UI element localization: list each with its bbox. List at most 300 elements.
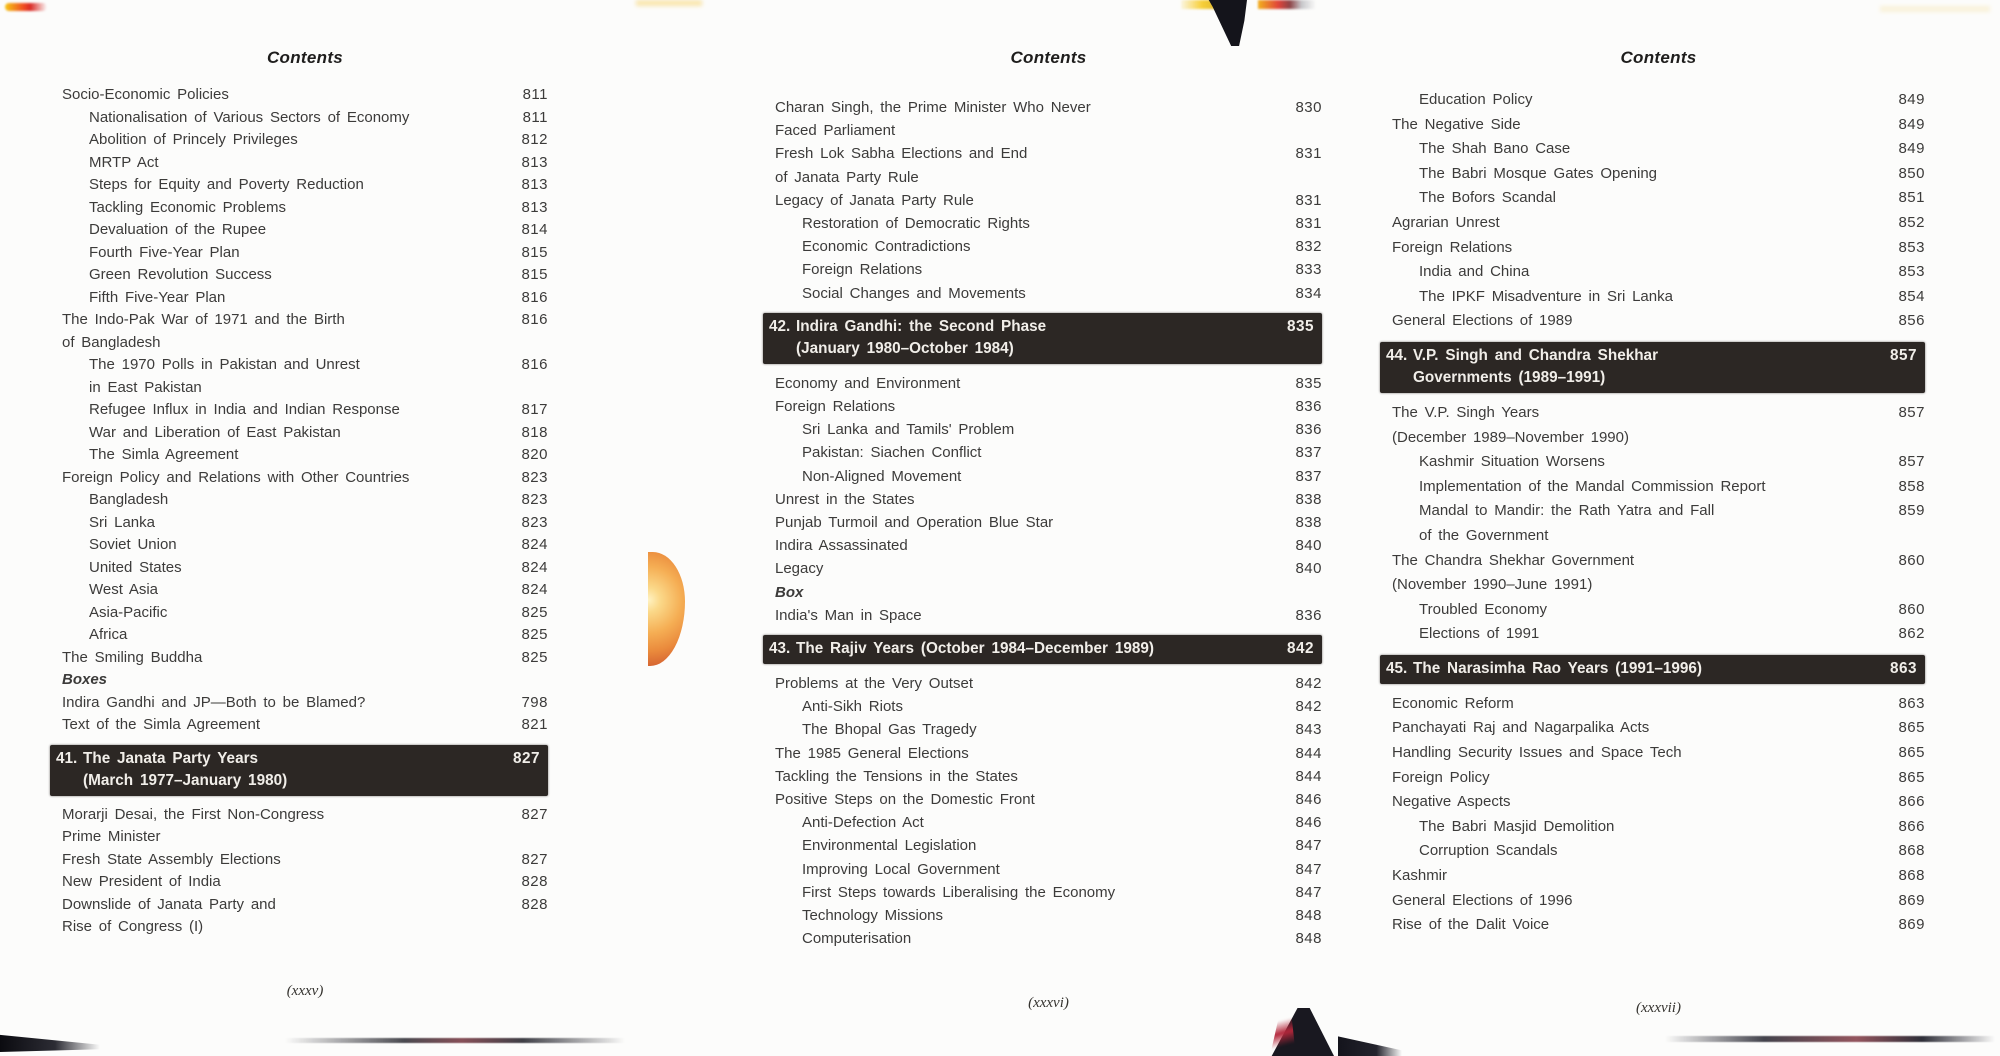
entry-title: Elections of 1991	[1419, 625, 1540, 643]
entry-title: Computerisation	[802, 930, 912, 948]
entry-title-line2: of the Government	[1419, 526, 1549, 544]
toc-entry	[1392, 113, 1925, 138]
entry-page-number: 831	[1295, 191, 1322, 209]
entry-title: New President of India	[62, 873, 221, 890]
toc-entry-continuation	[775, 166, 1322, 189]
toc-entry-continuation	[62, 377, 548, 400]
entry-page-number: 856	[1898, 312, 1925, 330]
toc-entry	[62, 692, 548, 715]
entry-page-number: 866	[1898, 817, 1925, 835]
entry-page-number: 827	[521, 805, 548, 823]
entry-title: The 1985 General Elections	[775, 744, 969, 762]
scan-cover-black-wedge	[1181, 0, 1247, 46]
entry-page-number: 860	[1898, 551, 1925, 569]
toc-entry	[1392, 211, 1925, 236]
entry-page-number: 847	[1295, 860, 1322, 878]
page-title: Contents	[1620, 48, 1697, 67]
entry-title: Troubled Economy	[1419, 600, 1547, 618]
entry-page-number: 813	[521, 198, 548, 216]
toc-entry	[775, 511, 1322, 534]
toc-entry	[62, 714, 548, 737]
entry-page-number: 859	[1898, 502, 1925, 520]
toc-entry	[775, 834, 1322, 857]
entry-title: Steps for Equity and Poverty Reduction	[89, 176, 364, 193]
chapter-title-line: (March 1977–January 1980)	[83, 771, 288, 789]
entry-page-number: 832	[1295, 238, 1322, 256]
entry-title: Devaluation of the Rupee	[89, 221, 267, 238]
toc-entry	[62, 287, 548, 310]
entry-page-number: 849	[1898, 140, 1925, 158]
entry-page-number: 836	[1295, 421, 1322, 439]
entry-title: Improving Local Government	[802, 860, 1000, 878]
entry-title: The Smiling Buddha	[62, 648, 203, 666]
scan-cover-yellow-streak	[1181, 0, 1233, 9]
toc-entry	[62, 107, 548, 130]
toc-entry	[775, 142, 1322, 165]
toc-entry	[775, 258, 1322, 281]
entry-title: Charan Singh, the Prime Minister Who Never	[775, 99, 1091, 116]
entry-page-number: 847	[1295, 883, 1322, 901]
toc-box-heading	[62, 669, 548, 692]
toc-entry	[775, 534, 1322, 557]
entry-page-number: 812	[521, 131, 548, 148]
toc-box-heading	[775, 581, 1322, 604]
entry-page-number: 860	[1898, 600, 1925, 618]
entry-title: Foreign Relations	[802, 261, 923, 279]
entry-page-number: 848	[1295, 930, 1322, 948]
chapter-page-number: 863	[1889, 659, 1917, 677]
entry-page-number: 838	[1295, 490, 1322, 508]
entry-title: Agrarian Unrest	[1392, 213, 1500, 231]
entry-page-number: 811	[522, 86, 548, 103]
entry-page-number: 844	[1295, 744, 1322, 762]
entry-page-number: 849	[1898, 91, 1925, 108]
toc-entry	[62, 512, 548, 535]
toc-entry	[1392, 766, 1925, 791]
entry-page-number: 818	[521, 423, 548, 441]
entry-title: Kashmir Situation Worsens	[1419, 453, 1605, 471]
toc-entry	[775, 418, 1322, 441]
entry-title: Non-Aligned Movement	[802, 467, 962, 485]
entry-page-number: 813	[521, 176, 548, 193]
entry-page-number: 849	[1898, 115, 1925, 133]
entry-page-number: 863	[1898, 694, 1925, 712]
toc-entry	[62, 602, 548, 625]
toc-entries	[1386, 88, 1925, 938]
toc-entry	[1392, 401, 1925, 426]
toc-entry	[1392, 622, 1925, 647]
toc-entry	[775, 904, 1322, 927]
toc-entry	[62, 242, 548, 265]
entry-page-number: 825	[521, 648, 548, 666]
entry-title: Handling Security Issues and Space Tech	[1392, 744, 1682, 762]
entry-title: The Negative Side	[1392, 115, 1521, 133]
entry-title: United States	[89, 558, 182, 576]
toc-entry	[775, 212, 1322, 235]
entry-page-number: 820	[521, 446, 548, 463]
entry-title: Text of the Simla Agreement	[62, 716, 260, 733]
entry-page-number: 854	[1898, 287, 1925, 305]
entry-page-number: 814	[521, 221, 548, 238]
entry-title: Fresh Lok Sabha Elections and End	[775, 145, 1028, 163]
entry-title: Implementation of the Mandal Commission Report	[1419, 477, 1766, 495]
chapter-title	[1413, 345, 1875, 389]
entry-page-number: 866	[1898, 793, 1925, 811]
entry-title: Negative Aspects	[1392, 793, 1511, 811]
entry-page-number: 815	[521, 243, 548, 261]
entry-title: Legacy	[775, 560, 824, 578]
toc-entry	[1392, 260, 1925, 285]
entry-page-number: 869	[1898, 891, 1925, 909]
toc-entry	[1392, 549, 1925, 574]
toc-entry	[1392, 186, 1925, 211]
entry-page-number: 857	[1898, 403, 1925, 421]
toc-entry	[775, 927, 1322, 950]
entry-page-number: 823	[521, 491, 548, 508]
entry-title: Soviet Union	[89, 536, 177, 553]
entry-title: The Chandra Shekhar Government	[1392, 551, 1635, 569]
entry-page-number: 828	[521, 895, 548, 913]
toc-entry	[1392, 137, 1925, 162]
entry-page-number: 823	[521, 513, 548, 531]
chapter-title-line: V.P. Singh and Chandra Shekhar	[1413, 346, 1659, 364]
entry-title: Legacy of Janata Party Rule	[775, 191, 974, 209]
chapter-number: 44.	[1386, 346, 1408, 364]
toc-page	[1386, 48, 1925, 1048]
entry-title: The Indo-Pak War of 1971 and the Birth	[62, 311, 345, 328]
entry-page-number: 846	[1295, 814, 1322, 832]
entry-title: Indira Gandhi and JP—Both to be Blamed?	[62, 693, 366, 711]
entry-title: (November 1990–June 1991)	[1392, 576, 1593, 594]
toc-entry	[1392, 499, 1925, 524]
entry-title: Economic Reform	[1392, 694, 1514, 712]
chapter-page-number: 857	[1889, 346, 1917, 364]
chapter-number: 45.	[1386, 659, 1408, 677]
entry-page-number: 865	[1898, 744, 1925, 762]
entry-title: Foreign Relations	[775, 398, 896, 416]
entry-page-number: 851	[1898, 189, 1925, 207]
toc-page	[56, 48, 548, 1048]
entry-title: Asia-Pacific	[89, 603, 168, 621]
entry-title-line2: of Janata Party Rule	[775, 168, 919, 186]
entry-page-number: 837	[1295, 444, 1322, 462]
entry-page-number: 847	[1295, 837, 1322, 855]
entry-title: Nationalisation of Various Sectors of Economy	[89, 108, 410, 126]
entry-title: The Bhopal Gas Tragedy	[802, 721, 977, 739]
toc-entry	[1392, 889, 1925, 914]
toc-entry	[775, 96, 1322, 119]
entry-title: Positive Steps on the Domestic Front	[775, 791, 1035, 809]
entry-page-number: 840	[1295, 537, 1322, 555]
entry-title: Restoration of Democratic Rights	[802, 215, 1030, 233]
toc-entry	[62, 309, 548, 332]
toc-entries	[56, 84, 548, 939]
entry-title: Bangladesh	[89, 491, 169, 508]
toc-entry	[775, 557, 1322, 580]
toc-entry	[1392, 839, 1925, 864]
entry-title: Kashmir	[1392, 867, 1448, 885]
toc-entry	[1392, 790, 1925, 815]
toc-entry	[62, 489, 548, 512]
entry-page-number: 824	[521, 536, 548, 553]
entry-page-number: 846	[1295, 791, 1322, 809]
entry-page-number: 869	[1898, 916, 1925, 934]
entry-title: Education Policy	[1419, 91, 1533, 108]
entry-page-number: 825	[521, 603, 548, 621]
toc-entry	[1392, 162, 1925, 187]
chapter-number: 41.	[56, 749, 78, 767]
entry-page-number: 853	[1898, 238, 1925, 256]
chapter-page-number: 842	[1286, 640, 1314, 658]
toc-entry	[775, 858, 1322, 881]
chapter-title-line: The Narasimha Rao Years (1991–1996)	[1413, 659, 1703, 677]
toc-entry	[62, 804, 548, 827]
toc-entry	[62, 579, 548, 602]
scan-smudge-top-right	[1880, 6, 1990, 12]
chapter-title-line: The Rajiv Years (October 1984–December 1989)	[796, 640, 1154, 658]
entry-title: India's Man in Space	[775, 606, 922, 624]
chapter-page-number: 835	[1286, 317, 1314, 335]
toc-entry	[62, 354, 548, 377]
entry-title: Corruption Scandals	[1419, 842, 1558, 860]
entry-page-number: 844	[1295, 767, 1322, 785]
toc-entry	[62, 152, 548, 175]
entry-page-number: 824	[521, 558, 548, 576]
toc-entry	[1392, 475, 1925, 500]
entry-title: The Babri Mosque Gates Opening	[1419, 164, 1658, 182]
entry-page-number: 824	[521, 581, 548, 598]
toc-entry	[62, 467, 548, 490]
toc-entry	[775, 465, 1322, 488]
toc-entry	[775, 718, 1322, 741]
entry-page-number: 848	[1295, 907, 1322, 925]
entry-title: Indira Assassinated	[775, 537, 908, 555]
entry-title: Refugee Influx in India and Indian Response	[89, 401, 400, 418]
page-title: Contents	[1010, 48, 1087, 67]
entry-title: Anti-Sikh Riots	[802, 698, 903, 716]
toc-entry	[62, 557, 548, 580]
entry-title: Socio-Economic Policies	[62, 86, 229, 103]
toc-entry	[1392, 741, 1925, 766]
entry-title: Morarji Desai, the First Non-Congress	[62, 805, 325, 823]
entry-title: The Babri Masjid Demolition	[1419, 817, 1615, 835]
toc-entry	[1392, 573, 1925, 598]
entry-title: Fifth Five-Year Plan	[89, 288, 226, 306]
toc-entry	[62, 129, 548, 152]
entry-title: Economy and Environment	[775, 374, 961, 392]
toc-entry	[775, 811, 1322, 834]
entry-title-line2: in East Pakistan	[89, 378, 202, 396]
entry-page-number: 821	[521, 716, 548, 733]
entry-page-number: 815	[521, 266, 548, 283]
entry-page-number: 858	[1898, 477, 1925, 495]
entry-page-number: 868	[1898, 842, 1925, 860]
page-footer: (xxxvi)	[1028, 995, 1069, 1011]
entry-title: West Asia	[89, 581, 159, 598]
page-footer: (xxxvii)	[1636, 1000, 1681, 1016]
toc-entry	[775, 695, 1322, 718]
entry-title-line2: Rise of Congress (I)	[62, 918, 204, 935]
chapter-title	[796, 638, 1272, 660]
toc-entry	[62, 197, 548, 220]
toc-entry	[62, 647, 548, 670]
toc-entry	[62, 422, 548, 445]
toc-entry	[62, 444, 548, 467]
entry-page-number: 836	[1295, 398, 1322, 416]
toc-entry	[1392, 450, 1925, 475]
entry-title: The Shah Bano Case	[1419, 140, 1571, 158]
toc-entry	[1392, 864, 1925, 889]
entry-title: Mandal to Mandir: the Rath Yatra and Fall	[1419, 502, 1715, 520]
chapter-title-line: Governments (1989–1991)	[1413, 368, 1606, 386]
entry-title: Sri Lanka and Tamils' Problem	[802, 421, 1015, 439]
toc-entry	[775, 604, 1322, 627]
entry-title: General Elections of 1989	[1392, 312, 1573, 330]
entry-title-line2: of Bangladesh	[62, 333, 161, 351]
entry-title: First Steps towards Liberalising the Economy	[802, 883, 1116, 901]
entry-title: Foreign Policy	[1392, 768, 1490, 786]
entry-title: The V.P. Singh Years	[1392, 403, 1540, 421]
toc-entry	[62, 219, 548, 242]
entry-title: Box	[775, 583, 804, 601]
toc-entry	[1392, 716, 1925, 741]
chapter-heading	[50, 745, 548, 796]
toc-entry	[775, 441, 1322, 464]
entry-title: (December 1989–November 1990)	[1392, 428, 1629, 446]
scan-orange-blob	[648, 552, 685, 666]
chapter-heading	[763, 313, 1322, 364]
entry-page-number: 816	[521, 356, 548, 373]
chapter-number: 43.	[769, 640, 791, 658]
entry-title: Punjab Turmoil and Operation Blue Star	[775, 514, 1054, 532]
toc-page	[769, 48, 1322, 1048]
toc-entry	[775, 765, 1322, 788]
toc-entry	[62, 624, 548, 647]
entry-title: India and China	[1419, 263, 1530, 281]
chapter-title	[83, 748, 498, 792]
toc-entry	[62, 871, 548, 894]
entry-title: The Simla Agreement	[89, 446, 239, 463]
entry-title: Abolition of Princely Privileges	[89, 131, 298, 148]
entry-title: General Elections of 1996	[1392, 891, 1573, 909]
toc-entry-continuation	[1392, 524, 1925, 549]
toc-entry	[1392, 815, 1925, 840]
toc-entry	[62, 534, 548, 557]
toc-entry	[62, 399, 548, 422]
entry-title: Rise of the Dalit Voice	[1392, 916, 1550, 934]
scan-smudge-top-red	[1258, 0, 1316, 9]
toc-entry	[775, 488, 1322, 511]
entry-title-line2: Faced Parliament	[775, 122, 896, 140]
entry-title: Foreign Policy and Relations with Other Countries	[62, 468, 410, 486]
toc-entry	[1392, 285, 1925, 310]
scan-cover-wedge-top	[1181, 0, 1247, 46]
toc-entry	[1392, 598, 1925, 623]
toc-entry-continuation	[62, 916, 548, 939]
entry-title: Unrest in the States	[775, 490, 915, 508]
entry-title: Environmental Legislation	[802, 837, 977, 855]
entry-page-number: 835	[1295, 374, 1322, 392]
entry-page-number: 830	[1295, 99, 1322, 116]
entry-title: Technology Missions	[802, 907, 943, 925]
toc-entries	[769, 96, 1322, 951]
entry-page-number: 850	[1898, 164, 1925, 182]
chapter-title	[796, 316, 1272, 360]
entry-title: Foreign Relations	[1392, 238, 1513, 256]
chapter-title-line: (January 1980–October 1984)	[796, 339, 1014, 357]
scan-smudge-top-middle	[636, 0, 702, 6]
toc-entry	[62, 174, 548, 197]
toc-entry	[775, 189, 1322, 212]
toc-entry	[1392, 913, 1925, 938]
chapter-number: 42.	[769, 317, 791, 335]
entry-page-number: 825	[521, 626, 548, 643]
entry-page-number: 857	[1898, 453, 1925, 471]
toc-entry	[775, 235, 1322, 258]
entry-title: Anti-Defection Act	[802, 814, 924, 832]
entry-title: Social Changes and Movements	[802, 284, 1026, 302]
scan-smudge-top-left	[5, 3, 47, 11]
entry-title-line2: Prime Minister	[62, 828, 161, 845]
entry-page-number: 831	[1295, 215, 1322, 233]
entry-title: Boxes	[62, 671, 108, 688]
toc-entry	[1392, 309, 1925, 334]
entry-page-number: 831	[1295, 145, 1322, 163]
entry-page-number: 833	[1295, 261, 1322, 279]
toc-entry	[1392, 236, 1925, 261]
entry-page-number: 828	[521, 873, 548, 890]
entry-page-number: 852	[1898, 213, 1925, 231]
entry-page-number: 868	[1898, 867, 1925, 885]
toc-entry	[62, 84, 548, 107]
toc-entry	[775, 282, 1322, 305]
entry-title: Problems at the Very Outset	[775, 675, 973, 693]
entry-page-number: 836	[1295, 606, 1322, 624]
entry-title: The 1970 Polls in Pakistan and Unrest	[89, 356, 360, 373]
toc-entry	[775, 395, 1322, 418]
entry-page-number: 827	[521, 850, 548, 868]
toc-entry-continuation	[775, 119, 1322, 142]
entry-title: Pakistan: Siachen Conflict	[802, 444, 982, 462]
toc-entry	[1392, 426, 1925, 451]
entry-page-number: 798	[521, 693, 548, 711]
entry-title: Tackling Economic Problems	[89, 198, 286, 216]
entry-page-number: 842	[1295, 675, 1322, 693]
toc-entry	[775, 788, 1322, 811]
chapter-title-line: The Janata Party Years	[83, 749, 259, 767]
entry-page-number: 816	[521, 311, 548, 328]
entry-page-number: 843	[1295, 721, 1322, 739]
entry-title: The IPKF Misadventure in Sri Lanka	[1419, 287, 1673, 305]
entry-title: Fresh State Assembly Elections	[62, 850, 281, 868]
entry-page-number: 842	[1295, 698, 1322, 716]
entry-title: The Bofors Scandal	[1419, 189, 1556, 207]
entry-title: Sri Lanka	[89, 513, 155, 531]
entry-page-number: 853	[1898, 263, 1925, 281]
entry-page-number: 816	[521, 288, 548, 306]
entry-page-number: 817	[521, 401, 548, 418]
entry-title: MRTP Act	[89, 153, 159, 171]
entry-title: Tackling the Tensions in the States	[775, 767, 1018, 785]
chapter-title-line: Indira Gandhi: the Second Phase	[796, 317, 1047, 335]
entry-page-number: 865	[1898, 719, 1925, 737]
entry-title: Green Revolution Success	[89, 266, 272, 283]
entry-page-number: 862	[1898, 625, 1925, 643]
entry-title: Fourth Five-Year Plan	[89, 243, 240, 261]
entry-title: War and Liberation of East Pakistan	[89, 423, 341, 441]
entry-page-number: 838	[1295, 514, 1322, 532]
toc-entry-continuation	[62, 826, 548, 849]
